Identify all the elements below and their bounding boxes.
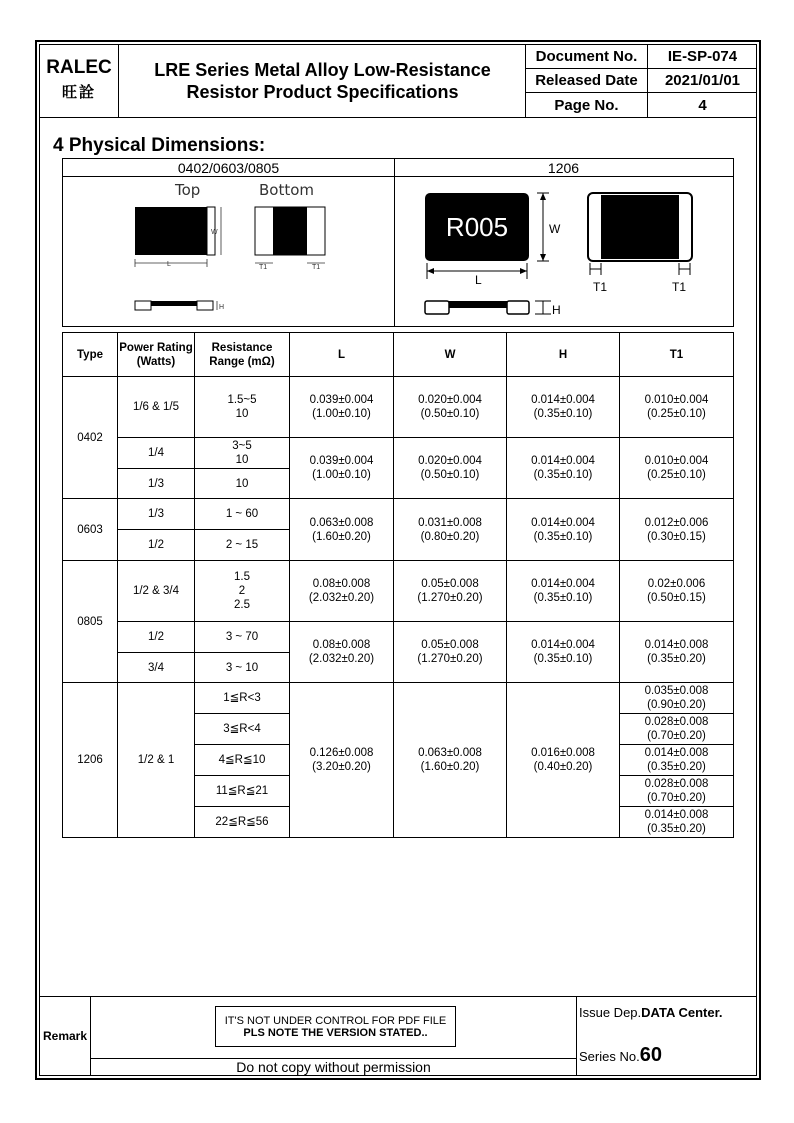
logo-text: RALEC xyxy=(46,57,112,78)
header-divider xyxy=(40,117,757,118)
table-row xyxy=(63,499,734,530)
h-cell: 0.016±0.008 (0.40±0.20) xyxy=(507,683,620,838)
table-row xyxy=(63,622,734,653)
l-cell: 0.08±0.008 (2.032±0.20) xyxy=(290,561,394,622)
series-label: Series No. xyxy=(579,1049,640,1064)
resistance-cell: 3~5 10 xyxy=(195,438,290,469)
page-label: Page No. xyxy=(526,93,648,117)
small-t1-label-right: T1 xyxy=(312,264,321,271)
series-value: 60 xyxy=(639,1044,662,1066)
h-cell: 0.014±0.004 (0.35±0.10) xyxy=(507,377,620,438)
col-w: W xyxy=(394,333,507,377)
table-row xyxy=(63,561,734,622)
type-cell: 0402 xyxy=(63,377,118,499)
control-line1: IT'S NOT UNDER CONTROL FOR PDF FILE xyxy=(224,1015,447,1027)
document-title xyxy=(120,45,526,117)
resistance-cell: 2 ~ 15 xyxy=(195,530,290,561)
dimension-diagram xyxy=(62,158,734,327)
w-cell: 0.020±0.004 (0.50±0.10) xyxy=(394,438,507,499)
resistance-cell: 3 ~ 70 xyxy=(195,622,290,653)
remark-label: Remark xyxy=(40,997,91,1075)
small-t1-label-left: T1 xyxy=(259,264,268,271)
resistance-cell: 4≦R≦10 xyxy=(195,745,290,776)
h-cell: 0.014±0.004 (0.35±0.10) xyxy=(507,622,620,683)
power-cell: 1/4 xyxy=(118,438,195,469)
table-row xyxy=(63,683,734,714)
l-cell: 0.126±0.008 (3.20±0.20) xyxy=(290,683,394,838)
power-cell: 1/6 & 1/5 xyxy=(118,377,195,438)
resistance-cell: 1 ~ 60 xyxy=(195,499,290,530)
company-logo xyxy=(40,45,119,117)
small-l-label: L xyxy=(167,261,171,268)
top-view-body xyxy=(135,207,207,255)
series-number xyxy=(579,1044,662,1067)
table-row xyxy=(63,438,734,469)
title-line2: Resistor Product Specifications xyxy=(186,82,459,102)
page-row xyxy=(526,93,757,117)
w-cell: 0.05±0.008 (1.270±0.20) xyxy=(394,622,507,683)
type-cell: 0805 xyxy=(63,561,118,683)
type-cell: 1206 xyxy=(63,683,118,838)
resistance-cell: 22≦R≦56 xyxy=(195,807,290,838)
released-row xyxy=(526,69,757,93)
table-row xyxy=(63,377,734,438)
resistance-cell: 11≦R≦21 xyxy=(195,776,290,807)
t1-cell: 0.035±0.008 (0.90±0.20) xyxy=(620,683,734,714)
diagram-header-1206: 1206 xyxy=(394,159,733,177)
logo-chinese: 旺詮 xyxy=(61,83,96,101)
issue-department xyxy=(579,1005,723,1020)
t1-label-right: T1 xyxy=(672,280,687,294)
bottom-label: Bottom xyxy=(259,181,315,199)
power-cell: 1/2 & 3/4 xyxy=(118,561,195,622)
bottom-view-body xyxy=(273,207,307,255)
control-notice xyxy=(215,1006,456,1047)
small-w-label: W xyxy=(211,229,218,236)
w-label: W xyxy=(549,222,561,236)
l-cell: 0.039±0.004 (1.00±0.10) xyxy=(290,438,394,499)
title-line1: LRE Series Metal Alloy Low-Resistance xyxy=(154,60,491,80)
document-meta xyxy=(526,45,757,117)
l-cell: 0.063±0.008 (1.60±0.20) xyxy=(290,499,394,561)
h-cell: 0.014±0.004 (0.35±0.10) xyxy=(507,561,620,622)
t1-cell: 0.02±0.006 (0.50±0.15) xyxy=(620,561,734,622)
doc-no-label: Document No. xyxy=(526,45,648,68)
t1-cell: 0.010±0.004 (0.25±0.10) xyxy=(620,438,734,499)
page-value: 4 xyxy=(698,96,707,114)
t1-cell: 0.014±0.008 (0.35±0.20) xyxy=(620,622,734,683)
w-cell: 0.05±0.008 (1.270±0.20) xyxy=(394,561,507,622)
col-type: Type xyxy=(63,333,118,377)
footer-divider xyxy=(40,996,757,997)
power-cell: 1/2 & 1 xyxy=(118,683,195,838)
power-cell: 1/2 xyxy=(118,622,195,653)
doc-no-row xyxy=(526,45,757,69)
resistance-cell: 3 ~ 10 xyxy=(195,653,290,683)
dimension-drawings xyxy=(63,177,733,327)
w-cell: 0.020±0.004 (0.50±0.10) xyxy=(394,377,507,438)
h-label: H xyxy=(552,303,561,317)
l-cell: 0.039±0.004 (1.00±0.10) xyxy=(290,377,394,438)
power-cell: 3/4 xyxy=(118,653,195,683)
doc-no-value: IE-SP-074 xyxy=(667,48,738,65)
issue-label: Issue Dep. xyxy=(579,1005,642,1020)
resistance-cell: 1.5 2 2.5 xyxy=(195,561,290,622)
chip-marking: R005 xyxy=(445,212,509,242)
small-h-label: H xyxy=(219,304,225,311)
t1-cell: 0.028±0.008 (0.70±0.20) xyxy=(620,776,734,807)
control-line2: PLS NOTE THE VERSION STATED.. xyxy=(243,1027,428,1039)
t1-cell: 0.014±0.008 (0.35±0.20) xyxy=(620,745,734,776)
resistance-cell: 1≦R<3 xyxy=(195,683,290,714)
footer-vertical-divider xyxy=(576,997,577,1075)
issue-value: DATA Center. xyxy=(641,1005,723,1020)
h-cell: 0.014±0.004 (0.35±0.10) xyxy=(507,499,620,561)
table-header-row xyxy=(63,333,734,377)
w-cell: 0.063±0.008 (1.60±0.20) xyxy=(394,683,507,838)
resistance-cell: 10 xyxy=(195,469,290,499)
col-h: H xyxy=(507,333,620,377)
type-cell: 0603 xyxy=(63,499,118,561)
t1-cell: 0.012±0.006 (0.30±0.15) xyxy=(620,499,734,561)
t1-cell: 0.010±0.004 (0.25±0.10) xyxy=(620,377,734,438)
power-cell: 1/2 xyxy=(118,530,195,561)
section-title: 4 Physical Dimensions: xyxy=(53,135,266,156)
no-copy-notice: Do not copy without permission xyxy=(236,1059,431,1075)
resistance-cell: 1.5~5 10 xyxy=(195,377,290,438)
h-cell: 0.014±0.004 (0.35±0.10) xyxy=(507,438,620,499)
power-cell: 1/3 xyxy=(118,469,195,499)
released-label: Released Date xyxy=(526,69,648,92)
released-value: 2021/01/01 xyxy=(664,72,741,89)
t1-cell: 0.014±0.008 (0.35±0.20) xyxy=(620,807,734,838)
col-t1: T1 xyxy=(620,333,734,377)
t1-cell: 0.028±0.008 (0.70±0.20) xyxy=(620,714,734,745)
power-cell: 1/3 xyxy=(118,499,195,530)
col-resistance: Resistance Range (mΩ) xyxy=(195,333,290,377)
t1-label-left: T1 xyxy=(593,280,608,294)
w-cell: 0.031±0.008 (0.80±0.20) xyxy=(394,499,507,561)
col-power: Power Rating (Watts) xyxy=(118,333,195,377)
col-l: L xyxy=(290,333,394,377)
dimension-table xyxy=(62,332,734,838)
top-label: Top xyxy=(175,181,201,199)
resistance-cell: 3≦R<4 xyxy=(195,714,290,745)
l-cell: 0.08±0.008 (2.032±0.20) xyxy=(290,622,394,683)
l-label: L xyxy=(475,273,482,287)
diagram-header-small: 0402/0603/0805 xyxy=(63,159,394,177)
